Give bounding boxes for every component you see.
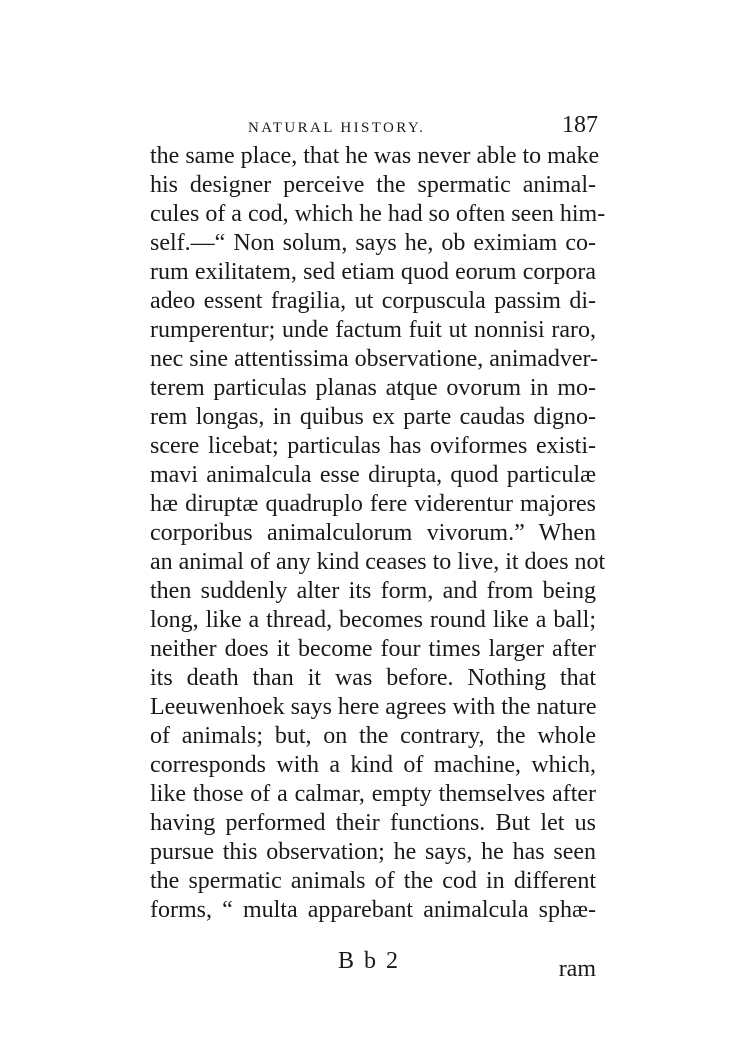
text-line: nec sine attentissima observatione, animadver- xyxy=(150,346,599,372)
text-line: Leeuwenhoek says here agrees with the nature xyxy=(150,694,597,720)
text-line: mavi animalcula esse dirupta, quod particulæ xyxy=(150,462,596,488)
text-line: his designer perceive the spermatic animal- xyxy=(150,172,596,198)
text-line: like those of a calmar, empty themselves after xyxy=(150,781,596,807)
text-line: having performed their functions. But let us xyxy=(150,810,596,836)
text-line: rumperentur; unde factum fuit ut nonnisi raro, xyxy=(150,317,596,343)
text-line: adeo essent fragilia, ut corpuscula passim di- xyxy=(150,288,596,314)
text-line: neither does it become four times larger after xyxy=(150,636,596,662)
text-line: long, like a thread, becomes round like a ball; xyxy=(150,607,596,633)
text-line: corporibus animalculorum vivorum.” When xyxy=(150,520,596,546)
page-footer xyxy=(150,948,596,988)
text-line: an animal of any kind ceases to live, it does not xyxy=(150,549,606,575)
text-line: rem longas, in quibus ex parte caudas digno- xyxy=(150,404,596,430)
body-text xyxy=(150,142,606,925)
text-line: its death than it was before. Nothing that xyxy=(150,665,596,691)
text-line: the spermatic animals of the cod in different xyxy=(150,868,596,894)
text-line: of animals; but, on the contrary, the whole xyxy=(150,723,596,749)
catchword: ram xyxy=(558,956,596,982)
signature-mark: B b 2 xyxy=(338,948,401,974)
text-line: cules of a cod, which he had so often seen him- xyxy=(150,201,606,227)
running-title: NATURAL HISTORY. xyxy=(248,120,426,136)
text-line: the same place, that he was never able to make xyxy=(150,143,600,169)
text-line: scere licebat; particulas has oviformes existi- xyxy=(150,433,596,459)
text-line: hæ diruptæ quadruplo fere viderentur majores xyxy=(150,491,596,517)
text-line: forms, “ multa apparebant animalcula sphæ- xyxy=(150,897,596,923)
text-line: self.—“ Non solum, says he, ob eximiam co- xyxy=(150,230,596,256)
running-head xyxy=(248,112,598,139)
text-line: rum exilitatem, sed etiam quod eorum corpora xyxy=(150,259,596,285)
page-number: 187 xyxy=(562,112,598,138)
text-line: terem particulas planas atque ovorum in mo- xyxy=(150,375,596,401)
text-line: corresponds with a kind of machine, which, xyxy=(150,752,596,778)
text-line: then suddenly alter its form, and from being xyxy=(150,578,596,604)
text-line: pursue this observation; he says, he has seen xyxy=(150,839,596,865)
